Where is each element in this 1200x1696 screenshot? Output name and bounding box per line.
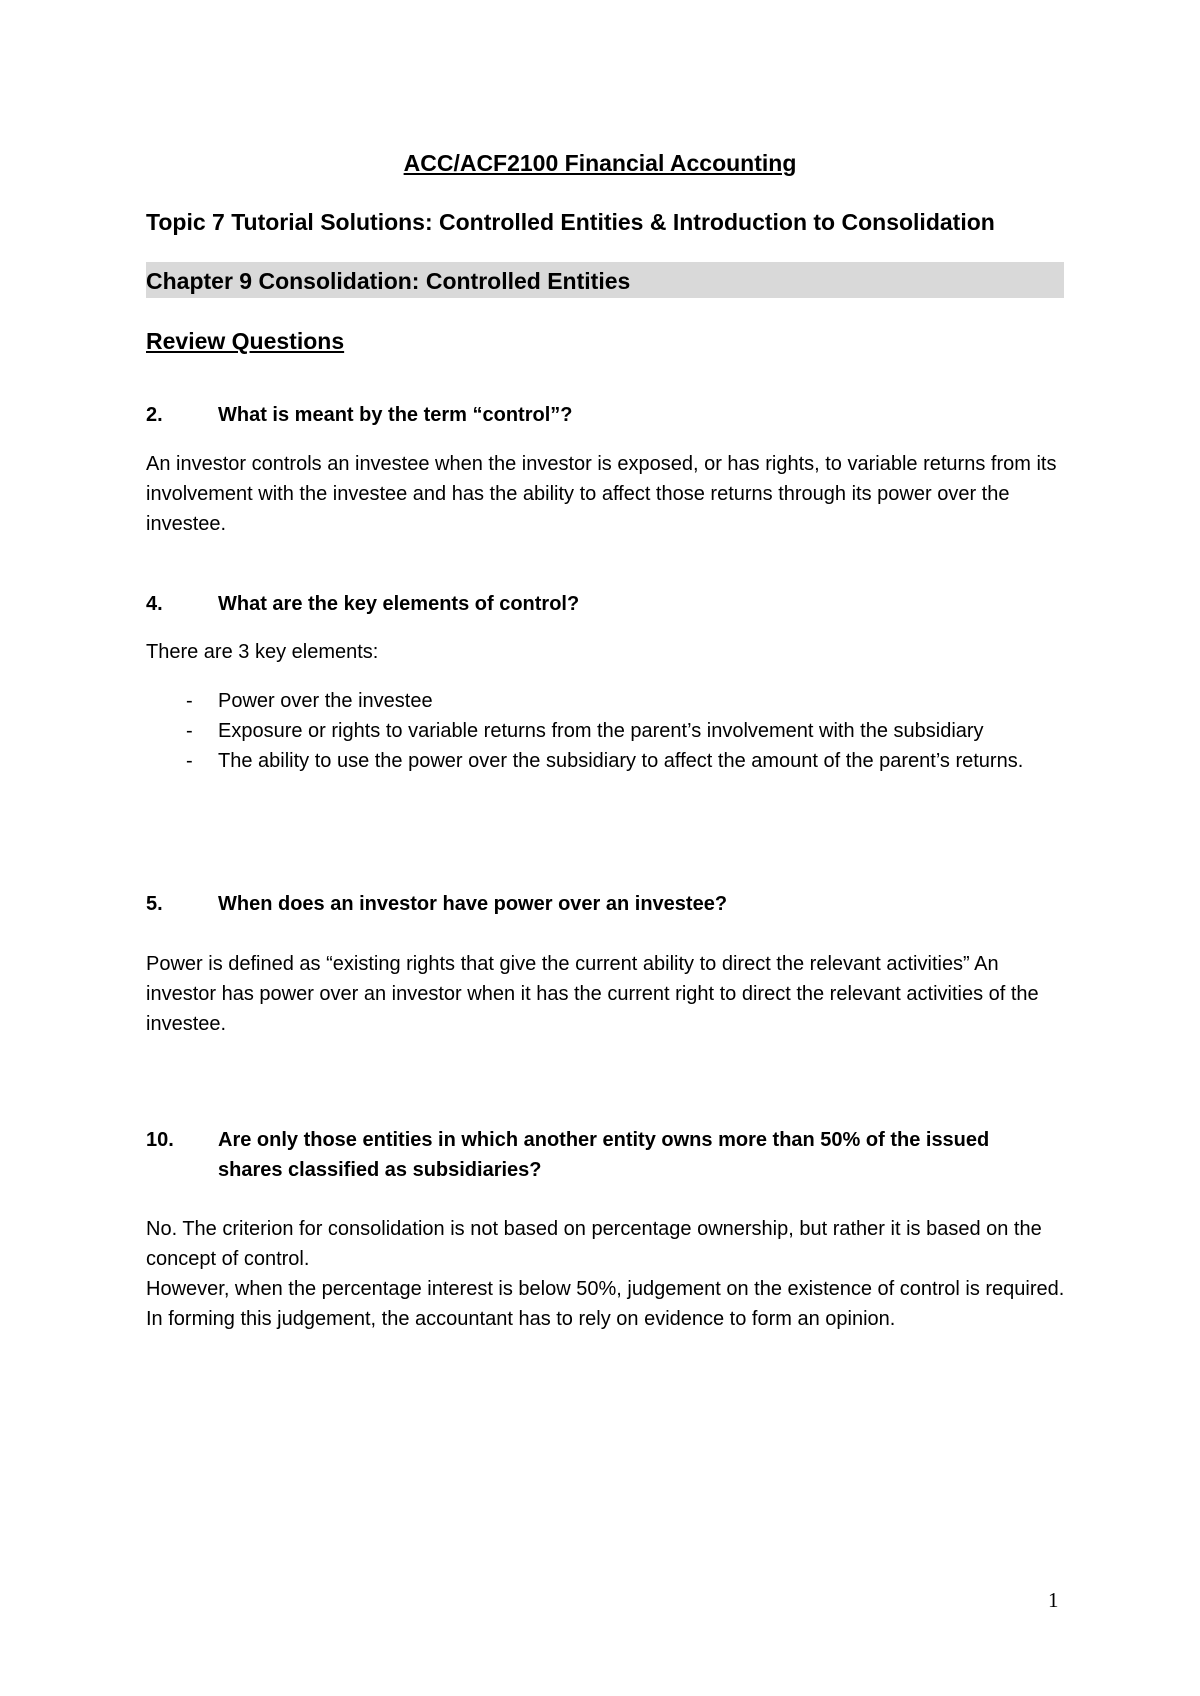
question-number: 10. [146, 1129, 174, 1151]
chapter-title: Chapter 9 Consolidation: Controlled Entities [146, 268, 631, 294]
key-elements-list [146, 686, 1066, 776]
bullet-dash: - [186, 690, 193, 712]
question-text: What are the key elements of control? [218, 593, 580, 615]
bullet-dash: - [186, 750, 193, 772]
course-title: ACC/ACF2100 Financial Accounting [403, 150, 797, 176]
answer-paragraph: No. The criterion for consolidation is not based on percentage ownership, but rather it is based on the concept of control. [146, 1218, 1042, 1270]
answer-paragraph-continued: However, when the percentage interest is below 50%, judgement on the existence of control is required. In forming this judgement, the accountant has to rely on evidence to form an opinion. [146, 1278, 1065, 1330]
question-number: 2. [146, 404, 163, 426]
question-number: 5. [146, 893, 163, 915]
answer-paragraph: There are 3 key elements: [146, 641, 379, 663]
list-item-text: Exposure or rights to variable returns from the parent’s involvement with the subsidiary [218, 720, 984, 742]
answer-paragraph: Power is defined as “existing rights that give the current ability to direct the relevant activities” An investor has power over an investor when it has the current right to direct the relevant activities of the investee. [146, 953, 1039, 1035]
answer-paragraph: An investor controls an investee when the investor is exposed, or has rights, to variable returns from its involvement with the investee and has the ability to affect those returns through its power over the investee. [146, 453, 1057, 535]
page-number: 1 [1048, 1588, 1059, 1612]
list-item [146, 746, 1066, 776]
list-item-text: The ability to use the power over the subsidiary to affect the amount of the parent’s returns. [218, 750, 1024, 772]
list-item [146, 716, 1066, 746]
question-text: Are only those entities in which another entity owns more than 50% of the issued shares classified as subsidiaries? [218, 1129, 990, 1181]
topic-title: Topic 7 Tutorial Solutions: Controlled Entities & Introduction to Consolidation [146, 209, 995, 235]
section-heading: Review Questions [146, 328, 345, 354]
question-text: When does an investor have power over an investee? [218, 893, 728, 915]
question-number: 4. [146, 593, 163, 615]
question-text: What is meant by the term “control”? [218, 404, 573, 426]
bullet-dash: - [186, 720, 193, 742]
list-item [146, 686, 1066, 716]
list-item-text: Power over the investee [218, 690, 433, 712]
